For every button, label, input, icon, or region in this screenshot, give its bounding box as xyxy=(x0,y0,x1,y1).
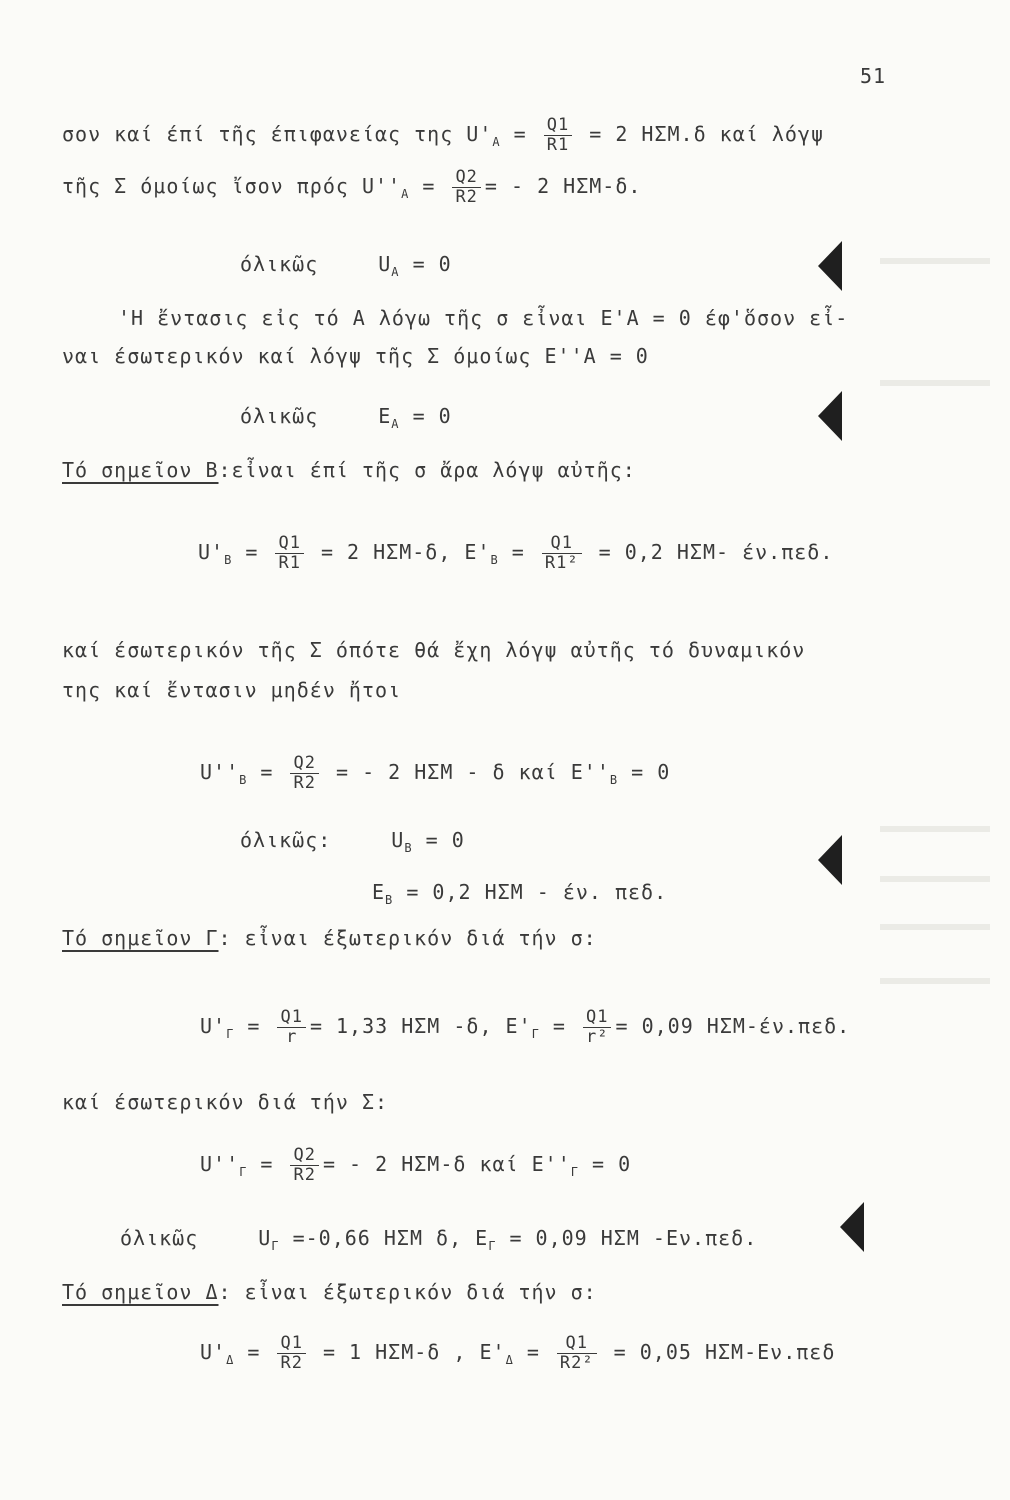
equation-G-outer xyxy=(200,1008,850,1047)
line-text: : εἶναι έξωτερικόν διά τήν σ: xyxy=(218,926,597,950)
label: όλικῶς: xyxy=(240,828,332,852)
line-text: : εἶναι έξωτερικόν διά τήν σ: xyxy=(218,1280,597,1304)
symbol: U xyxy=(391,828,405,852)
line-text: = 2 ΗΣΜ-δ, E' xyxy=(307,540,491,564)
denominator: R1² xyxy=(544,553,579,573)
numerator: Q1 xyxy=(277,1008,305,1028)
numerator: Q1 xyxy=(277,1334,305,1354)
symbol: U'' xyxy=(200,760,240,784)
subscript: Γ xyxy=(239,1165,248,1179)
denominator: r² xyxy=(586,1027,609,1047)
point-D-heading xyxy=(62,1280,597,1304)
value: = 0 xyxy=(412,828,465,852)
subscript: A xyxy=(391,417,400,431)
equals: = xyxy=(539,1014,579,1038)
margin-marker-icon xyxy=(818,835,842,885)
point-B-heading xyxy=(62,458,636,482)
symbol: U' xyxy=(200,1340,227,1364)
text-line-4: 'Η ἔντασις εἰς τό Α λόγω τῆς σ εἶναι E'A = 0 έφ'ὅσον εἶ- xyxy=(118,306,849,330)
fraction xyxy=(557,1334,597,1373)
line-text: = - 2 ΗΣΜ-δ καί E'' xyxy=(322,1152,571,1176)
subscript: B xyxy=(609,773,619,787)
value: = 0,2 ΗΣΜ - έν. πεδ. xyxy=(393,880,668,904)
margin-marker-icon xyxy=(818,391,842,441)
numerator: Q1 xyxy=(275,534,303,554)
total-potential-B xyxy=(240,828,465,855)
text-line-16: καί έσωτερικόν διά τήν Σ: xyxy=(62,1090,389,1114)
line-text: :εἶναι έπί τῆς σ ἄρα λόγψ αὐτῆς: xyxy=(218,458,636,482)
text-line-9: καί έσωτερικόν τῆς Σ όπότε θά ἔχη λόγψ αὐτῆς τό δυναμικόν xyxy=(62,638,806,662)
text-line-5: ναι έσωτερικόν καί λόγψ τῆς Σ όμοίως E''A = 0 xyxy=(62,344,649,368)
fraction xyxy=(544,116,572,155)
equals: = xyxy=(232,540,272,564)
line-text: = - 2 ΗΣΜ - δ καί E'' xyxy=(322,760,610,784)
fraction xyxy=(277,1008,305,1047)
equation-B-outer xyxy=(198,534,833,573)
underlined-heading: Τό σημεῖον Γ xyxy=(62,926,219,950)
subscript: Γ xyxy=(271,1239,280,1253)
point-G-heading xyxy=(62,926,597,950)
subscript: B xyxy=(224,553,233,567)
equals: = xyxy=(498,540,538,564)
numerator: Q1 xyxy=(542,534,582,554)
underlined-heading: Τό σημεῖον Β xyxy=(62,458,219,482)
line-text: =-0,66 ΗΣΜ δ, E xyxy=(279,1226,489,1250)
underlined-heading: Τό σημεῖον Δ xyxy=(62,1280,219,1304)
denominator: R2 xyxy=(455,187,478,207)
symbol: U xyxy=(258,1226,272,1250)
equals: = xyxy=(247,760,287,784)
total-potential-A xyxy=(240,252,452,279)
fraction xyxy=(452,168,480,207)
total-field-B xyxy=(372,880,667,907)
subscript: B xyxy=(404,841,413,855)
subscript: Γ xyxy=(226,1027,235,1041)
subscript: Γ xyxy=(570,1165,579,1179)
text-line-1 xyxy=(62,116,824,155)
subscript: A xyxy=(401,187,410,201)
fraction xyxy=(583,1008,611,1047)
equals: = xyxy=(500,122,540,146)
value: = 0 xyxy=(399,404,452,428)
equation-D-outer xyxy=(200,1334,835,1373)
fraction xyxy=(275,534,303,573)
subscript: B xyxy=(490,553,499,567)
denominator: R2 xyxy=(293,1165,316,1185)
equals: = xyxy=(513,1340,553,1364)
line-text: = 0,05 ΗΣΜ-Εν.πεδ xyxy=(600,1340,836,1364)
line-text: = 0,2 ΗΣΜ- έν.πεδ. xyxy=(585,540,834,564)
denominator: R2 xyxy=(280,1353,303,1373)
denominator: R1 xyxy=(546,135,570,155)
total-G xyxy=(120,1226,757,1253)
denominator: R1 xyxy=(278,553,301,573)
numerator: Q1 xyxy=(557,1334,597,1354)
denominator: R2 xyxy=(293,773,316,793)
numerator: Q2 xyxy=(290,754,318,774)
equation-G-inner xyxy=(200,1146,631,1185)
value: = 0 xyxy=(618,760,671,784)
subscript: Γ xyxy=(531,1027,540,1041)
value: = 0 xyxy=(578,1152,632,1176)
value: = 0 xyxy=(399,252,452,276)
equals: = xyxy=(247,1152,287,1176)
subscript: Δ xyxy=(226,1353,235,1367)
symbol: U' xyxy=(198,540,225,564)
symbol: U'' xyxy=(200,1152,240,1176)
fraction xyxy=(277,1334,305,1373)
label: όλικῶς xyxy=(240,404,319,428)
numerator: Q2 xyxy=(290,1146,318,1166)
line-text: = - 2 ΗΣΜ-δ. xyxy=(484,174,642,198)
symbol: E xyxy=(372,880,386,904)
page-number: 51 xyxy=(860,64,887,88)
subscript: A xyxy=(492,135,501,149)
line-text: τῆς Σ όμοίως ἴσον πρός U'' xyxy=(62,174,402,198)
line-text: = 2 ΗΣΜ.δ καί λόγψ xyxy=(576,122,824,146)
margin-marker-icon xyxy=(818,241,842,291)
symbol: U xyxy=(378,252,392,276)
subscript: B xyxy=(385,893,394,907)
line-text: = 1 ΗΣΜ-δ , E' xyxy=(309,1340,506,1364)
numerator: Q1 xyxy=(544,116,572,136)
subscript: Γ xyxy=(488,1239,497,1253)
line-text: = 0,09 ΗΣΜ-έν.πεδ. xyxy=(615,1014,851,1038)
denominator: r xyxy=(286,1027,298,1047)
label: όλικῶς xyxy=(120,1226,199,1250)
text-line-10: της καί ἔντασιν μηδέν ἤτοι xyxy=(62,678,402,702)
line-text: = 1,33 ΗΣΜ -δ, E' xyxy=(309,1014,532,1038)
denominator: R2² xyxy=(559,1353,594,1373)
subscript: B xyxy=(239,773,248,787)
fraction xyxy=(290,1146,318,1185)
numerator: Q2 xyxy=(452,168,480,188)
value: = 0,09 ΗΣΜ -Εν.πεδ. xyxy=(496,1226,758,1250)
numerator: Q1 xyxy=(583,1008,611,1028)
subscript: A xyxy=(391,265,400,279)
label: όλικῶς xyxy=(240,252,319,276)
line-text: σον καί έπί τῆς έπιφανείας της U' xyxy=(62,122,493,146)
total-field-A xyxy=(240,404,452,431)
equation-B-inner xyxy=(200,754,670,793)
fraction xyxy=(542,534,582,573)
equals: = xyxy=(409,174,449,198)
symbol: E xyxy=(378,404,392,428)
subscript: Δ xyxy=(505,1353,514,1367)
margin-marker-icon xyxy=(840,1202,864,1252)
equals: = xyxy=(234,1340,274,1364)
symbol: U' xyxy=(200,1014,227,1038)
fraction xyxy=(290,754,318,793)
text-line-2 xyxy=(62,168,641,207)
equals: = xyxy=(234,1014,274,1038)
